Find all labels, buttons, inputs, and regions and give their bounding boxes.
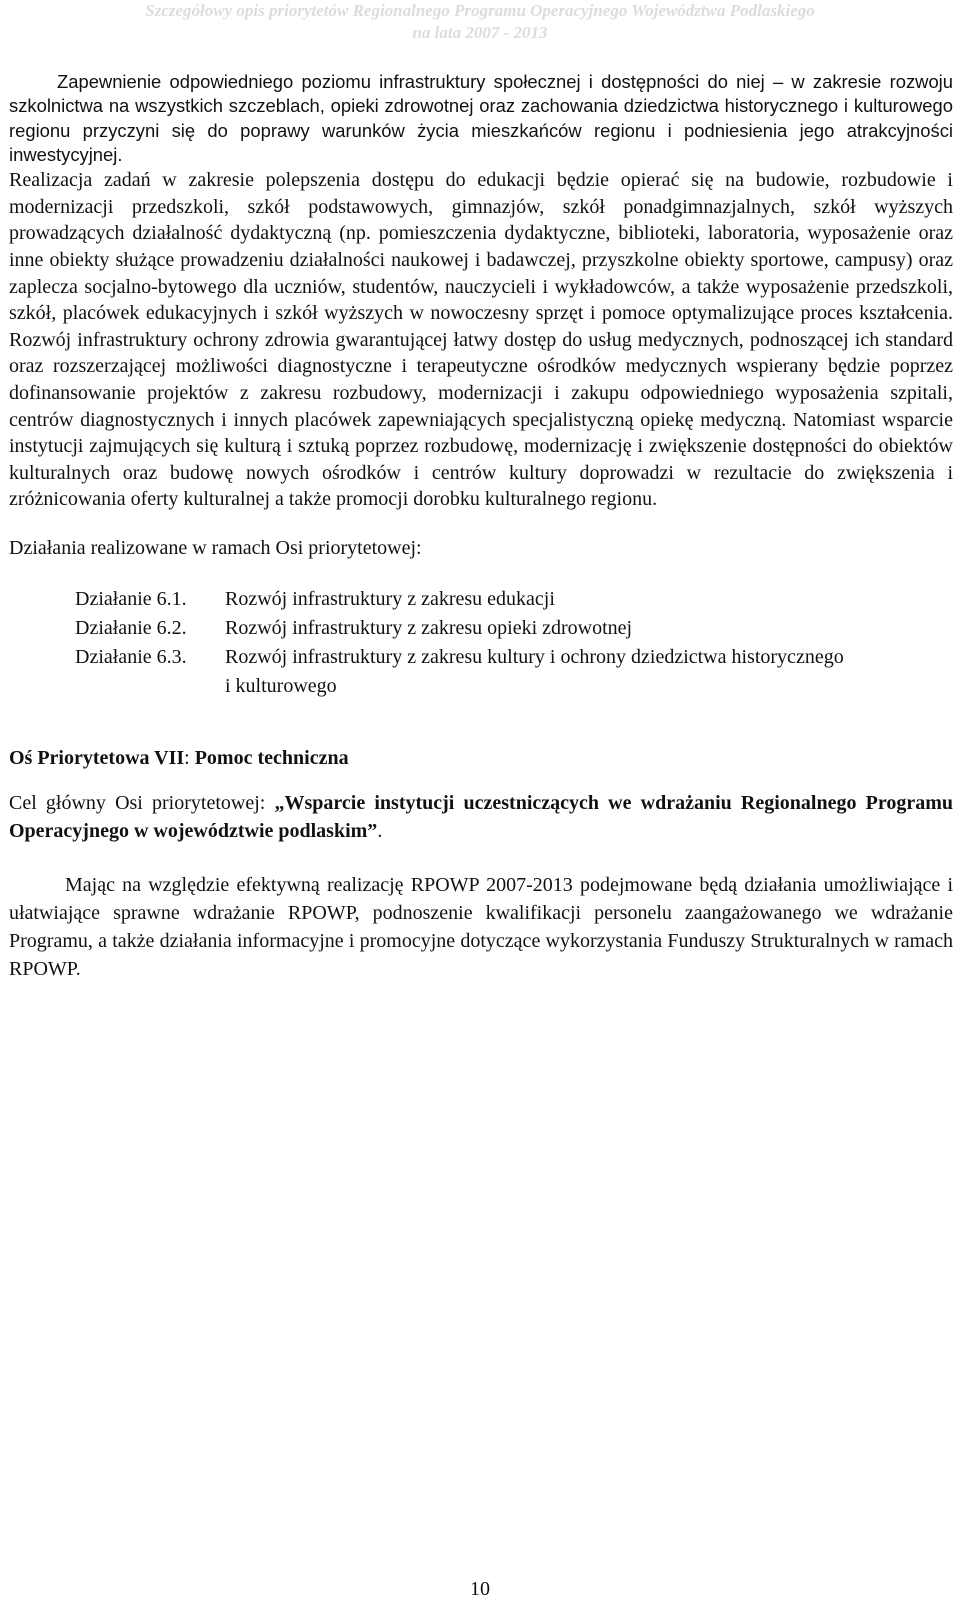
tasks-paragraph: Realizacja zadań w zakresie polepszenia dostępu do edukacji będzie opierać się na budowie, rozbudowie i modernizacji przedszkoli, szkół podstawowych, gimnazjów, szkół ponadgimnazjalnych, szkół wyższych prowadzących działalność dydaktyczną (np. pomieszczenia dydaktyczne, biblioteki, laboratoria, wyposażenie oraz inne obiekty służące prowadzeniu działalności naukowej i badawczej, przyszkolne obiekty sportowe, campusy) oraz zaplecza socjalno-bytowego dla uczniów, studentów, nauczycieli i wykładowców, a także wyposażenie przedszkoli, szkół, placówek edukacyjnych i szkół wyższych w nowoczesny sprzęt i pomoce optymalizujące proces kształcenia. Rozwój infrastruktury ochrony zdrowia gwarantującej łatwy dostęp do usług medycznych, podnoszącej ich standard oraz rozszerzającej możliwości diagnostyczne i terapeutyczne ośrodków medycznych wspierany będzie poprzez dofinansowanie projektów z zakresu rozbudowy, modernizacji i zakupu odpowiedniego wyposażenia szpitali, centrów diagnostycznych i innych placówek zapewniających specjalistyczną opiekę medyczną. Natomiast wsparcie instytucji zajmujących się kulturą i sztuką poprzez rozbudowę, modernizację i zwiększenie dostępności do obiektów kulturalnych oraz budowę nowych ośrodków i centrów kultury doprowadzi w rezultacie do zwiększenia i zróżnicowania oferty kulturalnej a także promocji dorobku kulturalnego regionu. — [9, 169, 953, 511]
actions-list — [75, 585, 953, 701]
actions-heading: Działania realizowane w ramach Osi priorytetowej: — [9, 536, 422, 559]
goal-end: . — [377, 819, 383, 842]
page-body — [9, 70, 953, 983]
goal-label: Cel główny Osi priorytetowej: — [9, 791, 275, 814]
section-prefix: Oś Priorytetowa VII — [9, 746, 185, 769]
action-title: Rozwój infrastruktury z zakresu edukacji — [225, 587, 555, 610]
goal-paragraph — [9, 789, 953, 845]
section-title: Pomoc techniczna — [194, 746, 349, 769]
list-item — [75, 585, 953, 614]
section-separator: : — [184, 746, 195, 769]
running-header-title: Szczegółowy opis priorytetów Regionalnego Programu Operacyjnego Województwa Podlaskiego — [145, 1, 815, 20]
section-heading — [9, 745, 953, 771]
list-item — [75, 643, 953, 701]
running-header-years: na lata 2007 - 2013 — [412, 23, 548, 42]
list-item — [75, 614, 953, 643]
closing-paragraph: Mając na względzie efektywną realizację RPOWP 2007-2013 podejmowane będą działania umożliwiające i ułatwiające sprawne wdrażanie RPOWP, podnoszenie kwalifikacji personelu zaangażowanego we wdrażanie Programu, a także działania informacyjne i promocyjne dotyczące wykorzystania Funduszy Strukturalnych w ramach RPOWP. — [9, 873, 953, 980]
page-number: 10 — [470, 1578, 490, 1600]
action-number: Działanie 6.1. — [75, 587, 187, 610]
action-number: Działanie 6.2. — [75, 616, 187, 639]
action-title: Rozwój infrastruktury z zakresu kultury i ochrony dziedzictwa historycznego i kulturowego — [225, 645, 844, 697]
intro-paragraph: Zapewnienie odpowiedniego poziomu infrastruktury społecznej i dostępności do niej – w zakresie rozwoju szkolnictwa na wszystkich szczeblach, opieki zdrowotnej oraz zachowania dziedzictwa historycznego i kulturowego regionu przyczyni się do poprawy warunków życia mieszkańców regionu i podniesienia jego atrakcyjności inwestycyjnej. — [9, 71, 953, 165]
action-number: Działanie 6.3. — [75, 645, 187, 668]
goal-text: „Wsparcie instytucji uczestniczących we wdrażaniu Regionalnego Programu Operacyjnego w województwie podlaskim” — [9, 791, 954, 842]
action-title: Rozwój infrastruktury z zakresu opieki zdrowotnej — [225, 616, 633, 639]
running-header — [0, 0, 960, 44]
